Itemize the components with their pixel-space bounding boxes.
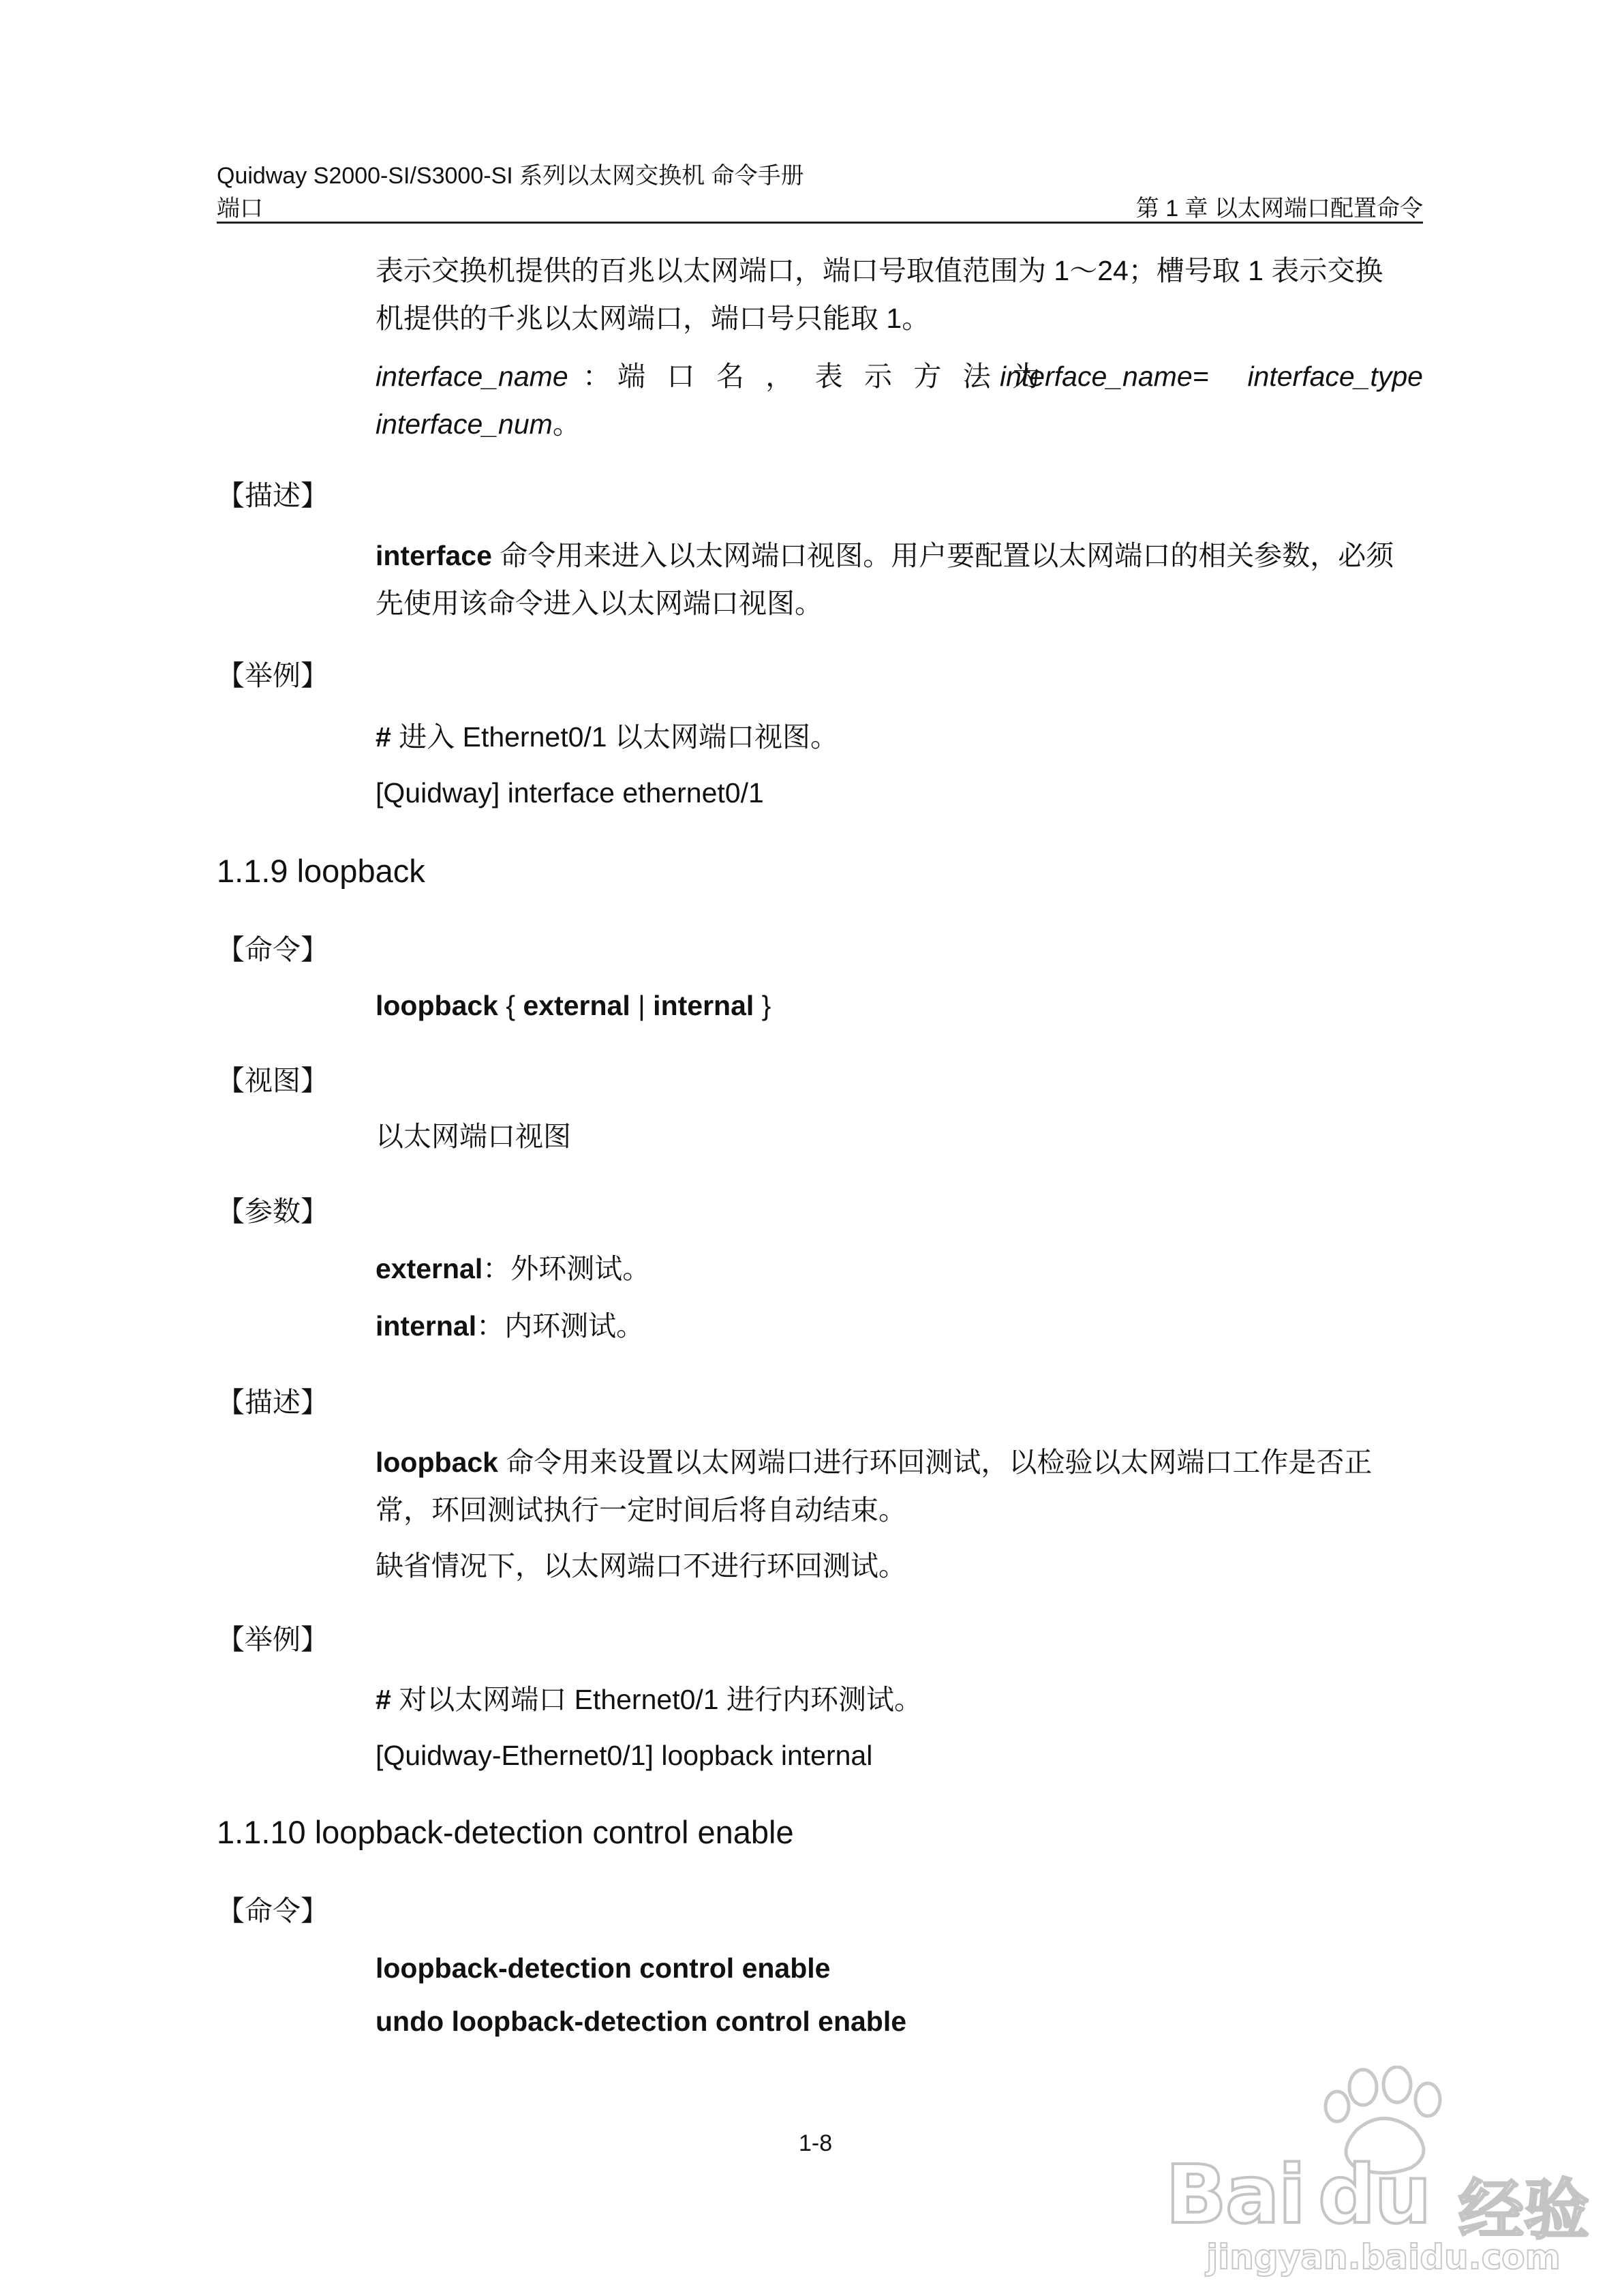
watermark-jingyan: 经验 <box>1458 2172 1589 2248</box>
section-119-param2 <box>376 1302 644 1350</box>
intro-param-desc: ：端 口 名 ， 表 示 方 法 为 <box>583 361 1047 392</box>
header-rule <box>217 222 1423 224</box>
watermark-du: du <box>1318 2147 1430 2241</box>
desc1-line1-rest: 命令用来进入以太网端口视图。用户要配置以太网端口的相关参数，必须 <box>491 540 1394 571</box>
intro-param-expr-c: interface_num <box>376 408 553 440</box>
intro-param-expr-a: interface_name= <box>1000 361 1209 392</box>
section-119-cmd-label: 【命令】 <box>217 934 328 965</box>
section-119-example-code: [Quidway-Ethernet0/1] loopback internal <box>376 1740 873 1771</box>
watermark-bai: Bai <box>1165 2147 1305 2241</box>
desc1-label: 【描述】 <box>217 480 328 511</box>
param-internal: internal <box>376 1310 477 1342</box>
section-119-desc-line1 <box>376 1438 1372 1486</box>
cmd-brace-close: } <box>754 990 771 1021</box>
section-119-desc-line3: 缺省情况下，以太网端口不进行环回测试。 <box>376 1550 906 1582</box>
watermark-brand <box>1165 2147 1430 2241</box>
example2-comment: 对以太网端口 Ethernet0/1 进行内环测试。 <box>391 1684 922 1715</box>
header-section: 端口 <box>217 196 263 222</box>
example1-hash: # <box>376 721 391 753</box>
cmd-brace-open: { <box>498 990 523 1021</box>
watermark-url: jingyan.baidu.com <box>1206 2237 1561 2277</box>
page-number: 1-8 <box>799 2130 833 2156</box>
intro-param-expr-b: interface_type <box>1247 361 1423 392</box>
cmd-loopback: loopback <box>376 990 498 1021</box>
example1-label: 【举例】 <box>217 660 328 691</box>
header-chapter: 第 1 章 以太网端口配置命令 <box>1135 196 1423 222</box>
section-1110-title: 1.1.10 loopback-detection control enable <box>217 1814 794 1850</box>
desc-loopback-cmd: loopback <box>376 1447 498 1478</box>
section-1110-cmd1: loopback-detection control enable <box>376 1952 831 1984</box>
intro-param-name: interface_name <box>376 361 568 392</box>
example1-code: [Quidway] interface ethernet0/1 <box>376 777 764 809</box>
intro-param-line2 <box>376 400 581 448</box>
intro-line1: 表示交换机提供的百兆以太网端口，端口号取值范围为 1～24；槽号取 1 表示交换 <box>376 255 1383 286</box>
section-119-view: 以太网端口视图 <box>376 1121 571 1152</box>
section-119-param1 <box>376 1245 650 1293</box>
example1-comment-line <box>376 713 838 761</box>
desc-loopback-rest: 命令用来设置以太网端口进行环回测试，以检验以太网端口工作是否正 <box>498 1447 1373 1478</box>
intro-line2: 机提供的千兆以太网端口，端口号只能取 1。 <box>376 303 930 334</box>
desc1-cmd: interface <box>376 540 492 571</box>
desc1-line2: 先使用该命令进入以太网端口视图。 <box>376 588 823 619</box>
section-119-desc-label: 【描述】 <box>217 1387 328 1418</box>
section-119-title: 1.1.9 loopback <box>217 853 425 889</box>
param-external: external <box>376 1253 483 1284</box>
cmd-sep: | <box>630 990 654 1021</box>
section-119-params-label: 【参数】 <box>217 1196 328 1227</box>
cmd-opt-internal: internal <box>653 990 754 1021</box>
section-1110-cmd2: undo loopback-detection control enable <box>376 2006 907 2037</box>
desc1-line1 <box>376 532 1394 579</box>
baidu-watermark <box>1159 2066 1595 2277</box>
section-119-cmd <box>376 982 771 1029</box>
section-119-example-comment <box>376 1676 922 1723</box>
header-title: Quidway S2000-SI/S3000-SI 系列以太网交换机 命令手册 <box>217 163 804 189</box>
param-external-desc: ：外环测试。 <box>483 1253 651 1284</box>
example2-hash: # <box>376 1684 391 1715</box>
section-119-example-label: 【举例】 <box>217 1624 328 1655</box>
section-119-view-label: 【视图】 <box>217 1065 328 1096</box>
param-internal-desc: ：内环测试。 <box>476 1310 645 1342</box>
cmd-opt-external: external <box>523 990 630 1021</box>
section-1110-cmd-label: 【命令】 <box>217 1895 328 1927</box>
intro-param-end: 。 <box>552 408 581 440</box>
section-119-desc-line2: 常，环回测试执行一定时间后将自动结束。 <box>376 1494 906 1526</box>
example1-comment: 进入 Ethernet0/1 以太网端口视图。 <box>391 721 838 753</box>
intro-param-line <box>376 352 1423 400</box>
